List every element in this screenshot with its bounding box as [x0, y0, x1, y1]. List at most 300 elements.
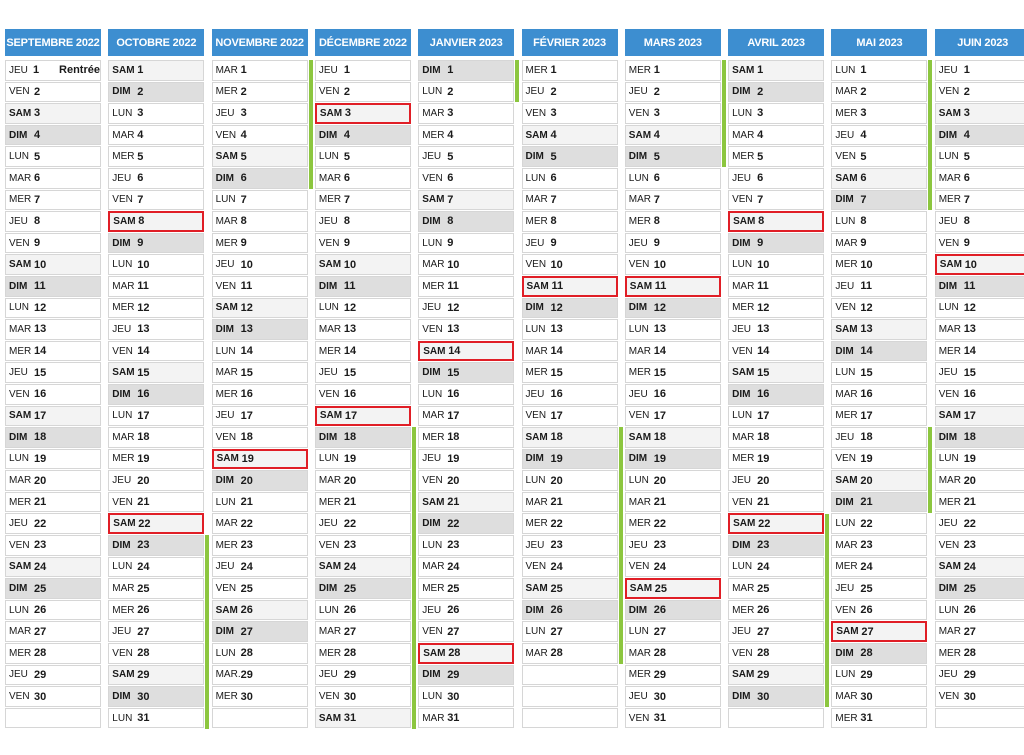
day-cell [831, 535, 927, 556]
day-number: 14 [34, 345, 47, 358]
day-cell [5, 470, 101, 491]
day-cell [831, 168, 927, 189]
weekday-label: VEN [9, 691, 30, 703]
day-number: 14 [240, 345, 253, 358]
weekday-label: JEU [835, 280, 855, 292]
day-cell [315, 125, 411, 146]
day-number: 10 [860, 258, 873, 271]
day-cell [212, 298, 308, 319]
day-cell [212, 276, 308, 297]
weekday-label: DIM [422, 669, 441, 681]
day-cell [108, 513, 204, 534]
weekday-label: JEU [835, 431, 855, 443]
day-cell [108, 427, 204, 448]
day-number: 11 [860, 280, 873, 293]
day-number: 17 [447, 409, 460, 422]
month-days [728, 60, 824, 728]
day-cell [728, 168, 824, 189]
day-cell [5, 233, 101, 254]
day-cell [315, 513, 411, 534]
day-number: 5 [550, 150, 557, 163]
weekday-label: LUN [525, 172, 546, 184]
weekday-label: VEN [835, 604, 856, 616]
day-number: 3 [860, 107, 867, 120]
day-cell [935, 82, 1024, 103]
day-number: 26 [860, 604, 873, 617]
day-number: 6 [757, 172, 764, 185]
day-number: 15 [240, 366, 253, 379]
day-number: 14 [653, 345, 667, 358]
empty-day-cell [522, 708, 618, 729]
month-header: OCTOBRE 2022 [108, 29, 204, 56]
day-number: 6 [963, 172, 970, 185]
day-number: 5 [447, 150, 454, 163]
weekday-label: LUN [318, 151, 339, 163]
day-number: 7 [137, 193, 144, 206]
weekday-label: JEU [732, 172, 751, 184]
day-number: 6 [343, 172, 351, 185]
weekday-label: DIM [835, 345, 854, 357]
day-cell [625, 276, 721, 297]
day-number: 20 [34, 474, 47, 487]
weekday-label: VEN [938, 388, 960, 400]
day-cell [625, 449, 721, 470]
day-cell [315, 211, 411, 232]
day-number: 28 [448, 647, 461, 660]
day-number: 25 [963, 582, 976, 595]
weekday-label: MAR [215, 64, 238, 76]
weekday-label: LUN [835, 518, 856, 530]
day-number: 1 [963, 64, 970, 77]
day-cell [315, 254, 411, 275]
weekday-label: JEU [628, 691, 648, 703]
weekday-label: DIM [628, 604, 648, 616]
weekday-label: LUN [628, 323, 649, 335]
day-number: 10 [240, 258, 253, 271]
day-cell [625, 686, 721, 707]
day-number: 12 [137, 301, 150, 314]
day-number: 27 [861, 625, 874, 638]
day-cell [108, 621, 204, 642]
weekday-label: VEN [422, 172, 443, 184]
month-days [315, 60, 411, 728]
vacation-bar [619, 427, 623, 664]
day-number: 19 [860, 452, 873, 465]
day-number: 15 [653, 366, 667, 379]
day-number: 14 [963, 345, 976, 358]
day-cell [935, 535, 1024, 556]
weekday-label: JEU [938, 64, 958, 76]
day-cell [315, 319, 411, 340]
day-number: 12 [34, 301, 47, 314]
day-cell [108, 276, 204, 297]
weekday-label: SAM [525, 583, 548, 595]
day-cell [418, 168, 514, 189]
day-number: 10 [757, 258, 770, 271]
weekday-label: JEU [628, 237, 648, 249]
day-number: 1 [757, 64, 764, 77]
day-number: 8 [550, 215, 557, 228]
vacation-bar [928, 60, 932, 210]
day-cell [728, 427, 824, 448]
day-number: 1 [33, 64, 40, 77]
month-days [5, 60, 101, 728]
day-cell [5, 319, 101, 340]
day-cell [831, 513, 927, 534]
weekday-label: MER [215, 691, 238, 703]
weekday-label: MER [318, 647, 342, 659]
day-number: 2 [860, 85, 867, 98]
weekday-label: JEU [835, 583, 855, 595]
day-cell [625, 125, 721, 146]
weekday-label: VEN [215, 129, 237, 141]
weekday-label: LUN [422, 86, 443, 98]
weekday-label: JEU [215, 561, 235, 573]
weekday-label: MER [628, 64, 652, 76]
weekday-label: SAM [628, 129, 652, 141]
day-number: 22 [34, 517, 47, 530]
day-number: 2 [447, 85, 454, 98]
weekday-label: MAR [938, 172, 961, 184]
day-cell [522, 643, 618, 664]
weekday-label: VEN [318, 539, 340, 551]
day-number: 6 [860, 172, 867, 185]
day-number: 24 [757, 560, 770, 573]
vacation-bar [928, 427, 932, 512]
weekday-label: DIM [422, 518, 441, 530]
weekday-label: MAR [215, 215, 238, 227]
day-cell [418, 686, 514, 707]
day-cell [831, 492, 927, 513]
weekday-label: DIM [732, 237, 751, 249]
weekday-label: LUN [835, 215, 856, 227]
weekday-label: LUN [9, 151, 30, 163]
day-number: 28 [137, 647, 150, 660]
weekday-label: JEU [215, 107, 235, 119]
day-number: 2 [550, 85, 557, 98]
day-cell [522, 319, 618, 340]
weekday-label: SAM [938, 107, 961, 119]
day-number: 21 [963, 496, 976, 509]
day-number: 4 [757, 129, 764, 142]
day-cell [212, 384, 308, 405]
weekday-label: MER [628, 367, 652, 379]
day-number: 17 [963, 409, 976, 422]
day-cell [418, 319, 514, 340]
day-number: 16 [343, 388, 357, 401]
weekday-label: MER [318, 496, 342, 508]
weekday-label: MER [835, 259, 858, 271]
day-number: 27 [757, 625, 770, 638]
weekday-label: LUN [9, 604, 30, 616]
weekday-label: VEN [938, 237, 960, 249]
day-number: 13 [757, 323, 770, 336]
weekday-label: LUN [318, 302, 339, 314]
day-cell [418, 513, 514, 534]
weekday-label: SAM [733, 215, 756, 227]
weekday-label: VEN [525, 107, 547, 119]
day-cell [625, 319, 721, 340]
day-number: 1 [240, 64, 247, 77]
weekday-label: VEN [938, 691, 960, 703]
weekday-label: DIM [215, 323, 234, 335]
day-cell [728, 319, 824, 340]
weekday-label: JEU [318, 215, 338, 227]
day-cell [728, 686, 824, 707]
day-cell [935, 449, 1024, 470]
weekday-label: DIM [215, 172, 234, 184]
weekday-label: JEU [318, 367, 338, 379]
weekday-label: LUN [628, 475, 649, 487]
day-cell [831, 665, 927, 686]
day-cell [212, 513, 308, 534]
weekday-label: SAM [423, 647, 446, 659]
weekday-label: MAR [215, 518, 238, 530]
day-number: 12 [447, 301, 460, 314]
day-cell [418, 82, 514, 103]
day-cell [728, 621, 824, 642]
day-cell [831, 319, 927, 340]
day-number: 20 [343, 474, 357, 487]
day-number: 19 [137, 452, 150, 465]
day-number: 20 [653, 474, 667, 487]
day-cell [831, 557, 927, 578]
day-number: 18 [653, 431, 667, 444]
day-cell [935, 557, 1024, 578]
day-number: 15 [343, 366, 357, 379]
weekday-label: VEN [215, 583, 237, 595]
weekday-label: DIM [112, 539, 131, 551]
weekday-label: SAM [628, 431, 652, 443]
weekday-label: SAM [113, 215, 136, 227]
day-number: 7 [343, 193, 351, 206]
weekday-label: JEU [112, 323, 132, 335]
weekday-label: JEU [215, 410, 235, 422]
weekday-label: MER [215, 388, 238, 400]
day-number: 10 [653, 258, 667, 271]
day-number: 31 [343, 712, 357, 725]
weekday-label: LUN [9, 453, 30, 465]
weekday-label: MAR [9, 626, 32, 638]
vacation-bar [825, 514, 829, 707]
weekday-label: SAM [525, 129, 548, 141]
day-cell [625, 621, 721, 642]
weekday-label: MAR [422, 712, 445, 724]
weekday-label: JEU [422, 302, 442, 314]
weekday-label: MER [835, 410, 858, 422]
day-cell [212, 362, 308, 383]
weekday-label: MAR [215, 367, 238, 379]
day-number: 14 [137, 345, 150, 358]
day-cell [728, 211, 824, 232]
weekday-label: SAM [216, 453, 239, 465]
weekday-label: DIM [525, 453, 544, 465]
weekday-label: JEU [9, 215, 28, 227]
day-number: 24 [653, 560, 667, 573]
day-cell [935, 190, 1024, 211]
day-number: 19 [653, 452, 667, 465]
day-number: 26 [757, 604, 770, 617]
weekday-label: MAR [835, 691, 858, 703]
day-cell [418, 492, 514, 513]
weekday-label: JEU [628, 388, 648, 400]
day-cell [212, 449, 308, 470]
weekday-label: DIM [732, 539, 751, 551]
day-cell [5, 535, 101, 556]
day-cell [522, 146, 618, 167]
weekday-label: VEN [9, 237, 30, 249]
day-cell [212, 578, 308, 599]
day-cell [522, 60, 618, 81]
weekday-label: JEU [628, 86, 648, 98]
day-number: 30 [137, 690, 150, 703]
weekday-label: SAM [835, 172, 858, 184]
day-cell [212, 470, 308, 491]
day-cell [418, 103, 514, 124]
day-cell [418, 535, 514, 556]
day-number: 18 [447, 431, 460, 444]
day-cell [5, 600, 101, 621]
day-number: 22 [653, 517, 667, 530]
weekday-label: DIM [9, 280, 28, 292]
weekday-label: SAM [939, 259, 962, 271]
day-cell [522, 211, 618, 232]
weekday-label: JEU [215, 259, 235, 271]
month-days [625, 60, 721, 728]
weekday-label: LUN [525, 626, 546, 638]
weekday-label: LUN [938, 604, 959, 616]
day-number: 23 [860, 539, 873, 552]
day-cell [831, 341, 927, 362]
weekday-label: DIM [318, 129, 338, 141]
weekday-label: SAM [113, 518, 136, 530]
day-number: 20 [447, 474, 460, 487]
weekday-label: VEN [835, 151, 856, 163]
day-cell [5, 686, 101, 707]
weekday-label: SAM [9, 410, 32, 422]
day-cell [522, 190, 618, 211]
day-number: 3 [550, 107, 557, 120]
day-cell [831, 211, 927, 232]
weekday-label: DIM [835, 194, 854, 206]
day-number: 4 [343, 129, 351, 142]
day-cell [212, 557, 308, 578]
day-cell [108, 82, 204, 103]
day-cell [728, 406, 824, 427]
day-number: 5 [860, 150, 867, 163]
day-number: 28 [757, 647, 770, 660]
day-number: 21 [240, 496, 253, 509]
day-number: 4 [963, 129, 970, 142]
day-number: 9 [860, 237, 867, 250]
day-number: 14 [757, 345, 770, 358]
day-cell [935, 211, 1024, 232]
month-column [831, 29, 927, 729]
empty-day-cell [5, 708, 101, 729]
weekday-label: MER [732, 453, 755, 465]
day-number: 17 [240, 409, 253, 422]
weekday-label: SAM [319, 107, 343, 119]
weekday-label: MER [525, 367, 548, 379]
day-cell [831, 600, 927, 621]
day-number: 20 [137, 474, 150, 487]
month-column [418, 29, 514, 729]
weekday-label: MER [318, 345, 342, 357]
weekday-label: VEN [422, 626, 443, 638]
weekday-label: MAR [112, 583, 135, 595]
day-cell [418, 557, 514, 578]
day-cell [315, 384, 411, 405]
day-cell [728, 470, 824, 491]
weekday-label: DIM [938, 583, 958, 595]
day-cell [418, 341, 514, 362]
day-cell [625, 535, 721, 556]
day-cell [5, 621, 101, 642]
day-number: 26 [137, 604, 150, 617]
weekday-label: LUN [215, 345, 236, 357]
day-number: 12 [550, 301, 563, 314]
day-number: 12 [653, 301, 667, 314]
day-number: 9 [653, 237, 660, 250]
weekday-label: MAR [525, 496, 548, 508]
weekday-label: DIM [112, 237, 131, 249]
day-number: 11 [654, 280, 667, 293]
day-number: 17 [34, 409, 47, 422]
day-cell [212, 125, 308, 146]
day-cell [935, 103, 1024, 124]
day-number: 25 [343, 582, 357, 595]
day-cell [108, 449, 204, 470]
weekday-label: VEN [422, 323, 443, 335]
day-number: 7 [963, 193, 970, 206]
weekday-label: MER [9, 496, 32, 508]
day-cell [625, 578, 721, 599]
weekday-label: MER [732, 604, 755, 616]
day-number: 8 [34, 215, 41, 228]
day-cell [418, 298, 514, 319]
day-number: 24 [860, 560, 873, 573]
weekday-label: JEU [9, 64, 28, 76]
day-number: 23 [757, 539, 770, 552]
day-cell [5, 82, 101, 103]
day-number: 21 [860, 496, 873, 509]
weekday-label: DIM [732, 86, 751, 98]
day-number: 10 [550, 258, 563, 271]
day-number: 23 [240, 539, 253, 552]
weekday-label: LUN [112, 259, 133, 271]
day-number: 31 [860, 712, 873, 725]
day-cell [935, 60, 1024, 81]
weekday-label: LUN [318, 604, 339, 616]
weekday-label: JEU [422, 151, 442, 163]
day-number: 13 [550, 323, 563, 336]
day-cell [315, 103, 411, 124]
day-number: 30 [240, 690, 253, 703]
day-cell [108, 470, 204, 491]
day-number: 9 [343, 237, 351, 250]
weekday-label: JEU [318, 669, 338, 681]
weekday-label: DIM [215, 626, 234, 638]
weekday-label: MAR [318, 626, 342, 638]
day-number: 4 [240, 129, 247, 142]
day-number: 5 [137, 150, 144, 163]
month-header: DÉCEMBRE 2022 [315, 29, 411, 56]
day-number: 6 [137, 172, 144, 185]
weekday-label: LUN [835, 367, 856, 379]
day-number: 16 [653, 388, 667, 401]
weekday-label: MAR [9, 475, 32, 487]
day-cell [315, 600, 411, 621]
